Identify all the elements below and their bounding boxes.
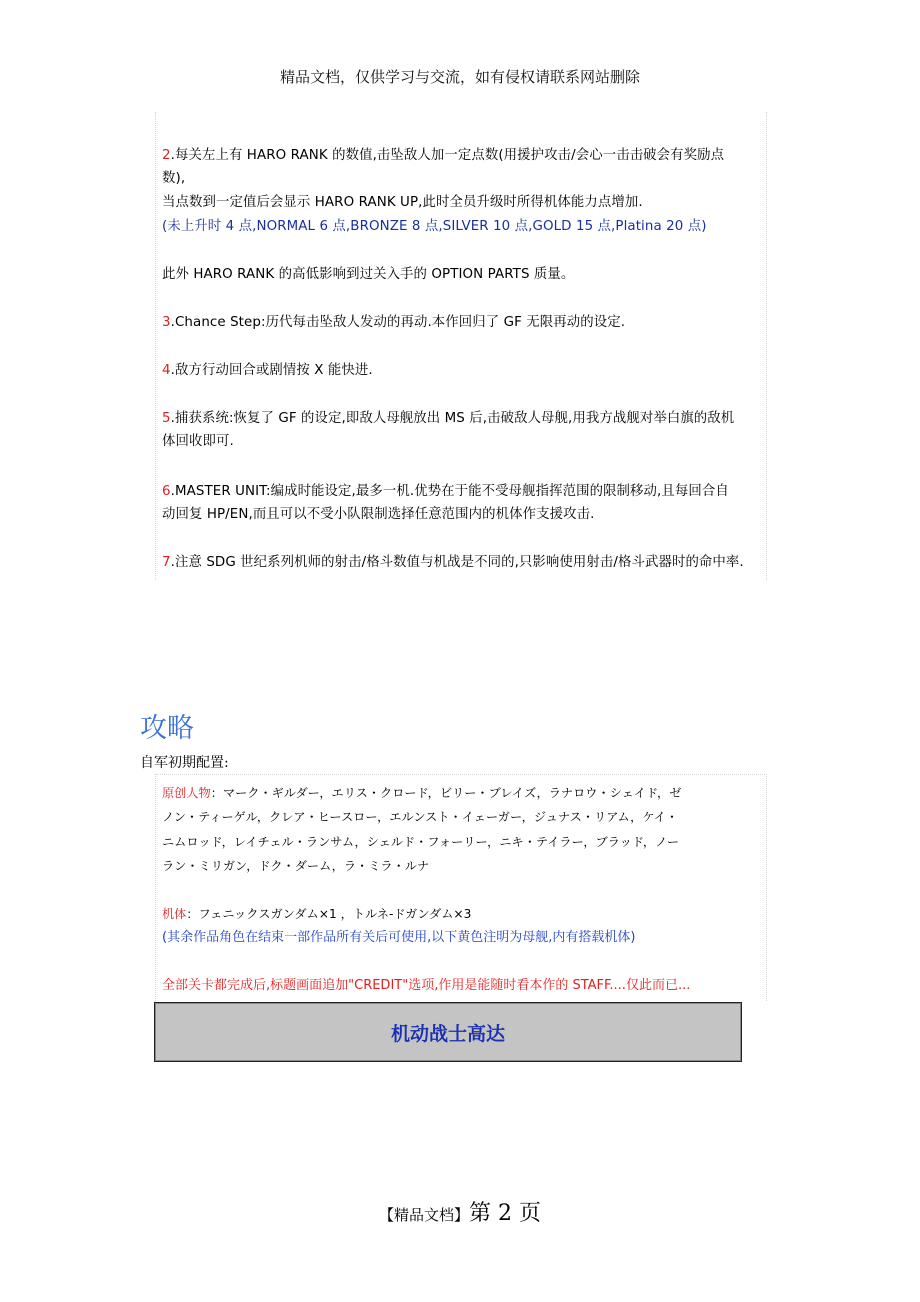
item-text: .每关左上有 HARO RANK 的数值,击坠敌人加一定点数(用援护攻击/会心一击击破会有奖励点: [170, 148, 725, 163]
characters-cont: ニムロッド，レイチェル・ランサム，シェルド・フォーリー，ニキ・テイラー，ブラッド，ノー: [162, 835, 680, 849]
note-item-2-cont: 数),: [162, 171, 186, 186]
item-text: .Chance Step:历代每击坠敌人发动的再动.本作回归了 GF 无限再动的设定.: [170, 315, 626, 330]
credit-line: 全部关卡都完成后,标题画面追加"CREDIT"选项,作用是能随时看本作的 STAFF....仅此而已...: [162, 978, 691, 993]
item-number: 2: [162, 148, 171, 163]
item-number: 4: [162, 363, 171, 378]
item-text: .MASTER UNIT:编成时能设定,最多一机.优势在于能不受母舰指挥范围的限制移动,且每回合自: [170, 484, 729, 499]
item-number: 7: [162, 555, 171, 570]
characters-line: [162, 781, 762, 806]
mech-text: ：フェニックスガンダム×1 ，トルネ-ドガンダム×3: [186, 907, 472, 921]
item-number: 3: [162, 315, 171, 330]
note-item-2-cont: 当点数到一定值后会显示 HARO RANK UP,此时全员升级时所得机体能力点增加.: [162, 195, 643, 210]
note-item-6-cont: 动回复 HP/EN,而且可以不受小队限制选择任意范围内的机体作支援攻击.: [162, 507, 595, 522]
page-number: 第 2 页: [469, 1201, 541, 1226]
item-text: .敌方行动回合或剧情按 X 能快进.: [170, 363, 373, 378]
note-item-6: [162, 480, 768, 503]
characters-cont: ノン・ティーゲル，クレア・ヒースロー，エルンスト・イェーガー，ジュナス・リアム，ケイ・: [162, 810, 679, 824]
note-line: (其余作品角色在结束一部作品所有关后可使用,以下黄色注明为母舰,内有搭载机体): [162, 930, 636, 945]
initial-config-box: [155, 774, 767, 1001]
title-banner: [154, 1002, 742, 1062]
item-number: 5: [162, 411, 171, 426]
mech-line: [162, 902, 762, 927]
page-footer: [0, 1196, 920, 1227]
note-item-4: [162, 359, 768, 382]
note-item-7: [162, 551, 768, 574]
rank-points: (未上升时 4 点,NORMAL 6 点,BRONZE 8 点,SILVER 10 点,GOLD 15 点,Platina 20 点): [162, 219, 707, 234]
note-item-5-cont: 体回收即可.: [162, 434, 234, 449]
section-title: 攻略: [140, 713, 194, 744]
item-text: .捕获系统:恢复了 GF 的设定,即敌人母舰放出 MS 后,击破敌人母舰,用我方战舰对举白旗的敌机: [170, 411, 735, 426]
note-item-5: [162, 407, 768, 430]
note-item-2-extra: 此外 HARO RANK 的高低影响到过关入手的 OPTION PARTS 质量。: [162, 267, 575, 282]
note-item-3: [162, 311, 768, 334]
banner-text: 机动战士高达: [390, 1022, 505, 1045]
notes-box: [155, 112, 767, 580]
page-header: 精品文档，仅供学习与交流，如有侵权请联系网站删除: [279, 68, 640, 86]
mech-label: 机体: [162, 907, 187, 921]
characters-cont: ラン・ミリガン，ドク・ダーム，ラ・ミラ・ルナ: [162, 859, 430, 873]
item-number: 6: [162, 484, 171, 499]
characters-label: 原创人物: [162, 786, 211, 800]
item-text: .注意 SDG 世纪系列机师的射击/格斗数值与机战是不同的,只影响使用射击/格斗武器时的命中率.: [170, 555, 744, 570]
rank-points-text: 未上升时 4 点,NORMAL 6 点,BRONZE 8 点,SILVER 10 点,GOLD 15 点,Platina 20 点: [167, 219, 702, 234]
footer-label: 【精品文档】: [379, 1206, 470, 1224]
section-subhead: 自军初期配置:: [140, 755, 229, 771]
note-item-2: [162, 144, 768, 167]
characters-text: ：マーク・ギルダー，エリス・クロード，ビリー・ブレイズ，ラナロウ・シェイド，ゼ: [210, 786, 682, 800]
